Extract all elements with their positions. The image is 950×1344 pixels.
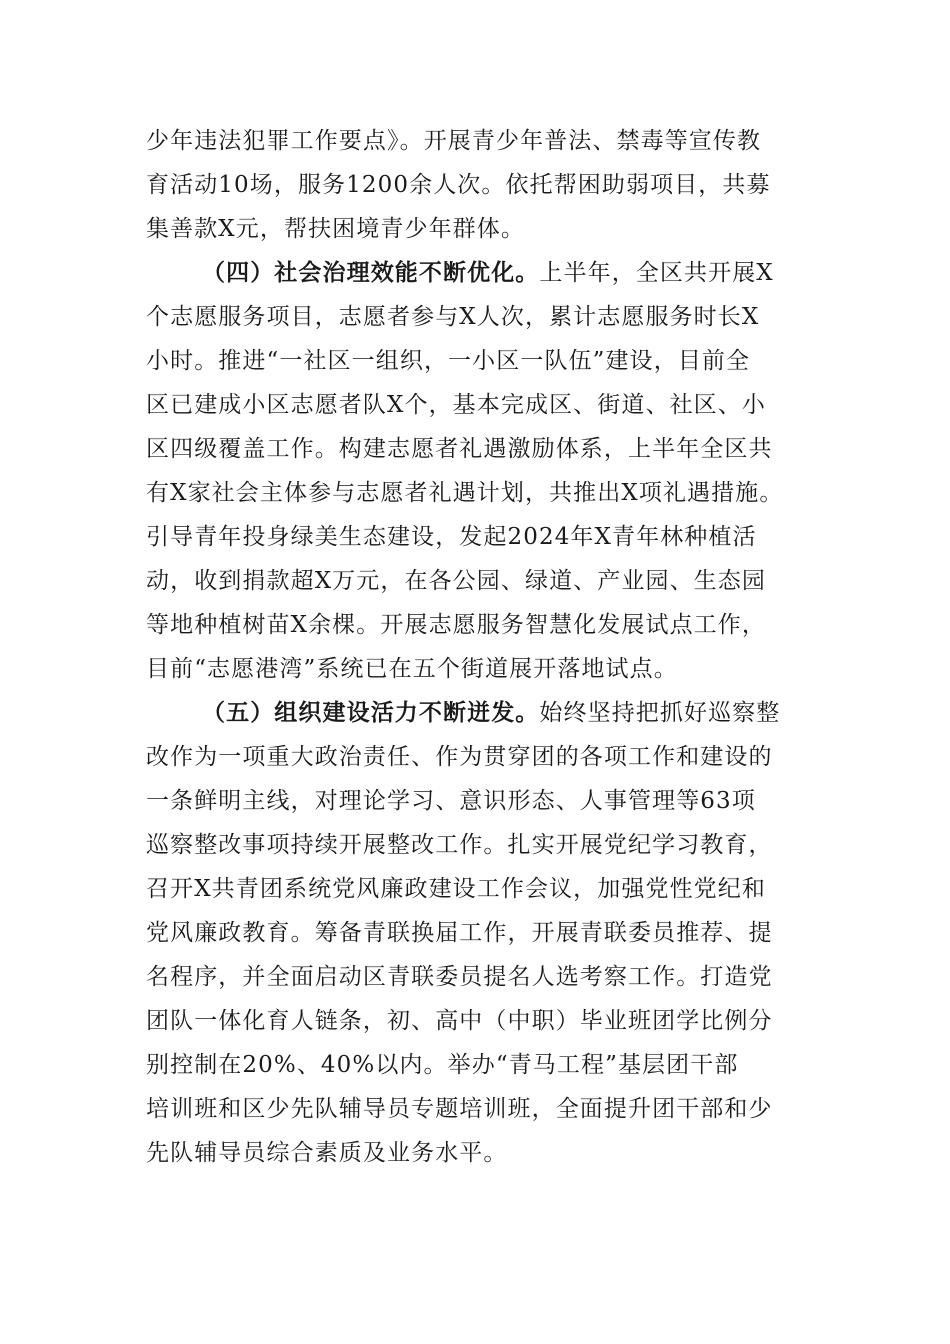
text-line: 培训班和区少先队辅导员专题培训班，全面提升团干部和少 [146,1096,773,1122]
section-heading-line [202,691,780,735]
text-line: 动，收到捐款超X万元，在各公园、绿道、产业园、生态园 [146,568,766,594]
section-heading: （四）社会治理效能不断优化。 [202,259,540,286]
section-first-line-text: 始终坚持把抓好巡察整 [539,700,781,726]
text-line: 有X家社会主体参与志愿者礼遇计划，共推出X项礼遇措施。 [146,480,784,506]
text-line: 先队辅导员综合素质及业务水平。 [146,1140,508,1166]
text-line: 党风廉政教育。筹备青联换届工作，开展青联委员推荐、提 [146,920,773,946]
text-line: 个志愿服务项目，志愿者参与X人次，累计志愿服务时长X [146,304,760,330]
text-line: 一条鲜明主线，对理论学习、意识形态、人事管理等63项 [146,788,756,814]
text-line: 集善款X元，帮扶困境青少年群体。 [146,216,525,242]
text-line: 团队一体化育人链条，初、高中（中职）毕业班团学比例分 [146,1008,773,1034]
section-heading-line [202,251,774,295]
text-line: 召开X共青团系统党风廉政建设工作会议，加强党性党纪和 [146,876,766,902]
text-line: 育活动10场，服务1200余人次。依托帮困助弱项目，共募 [146,172,771,198]
text-line: 别控制在20%、40%以内。举办“青马工程”基层团干部 [146,1052,739,1078]
text-line: 名程序，并全面启动区青联委员提名人选考察工作。打造党 [146,964,773,990]
text-line: 引导青年投身绿美生态建设，发起2024年X青年林种植活 [146,524,757,550]
section-heading: （五）组织建设活力不断迸发。 [202,699,540,726]
text-line: 目前“志愿港湾”系统已在五个街道展开落地试点。 [146,656,678,682]
text-line: 改作为一项重大政治责任、作为贯穿团的各项工作和建设的 [146,744,773,770]
text-line: 少年违法犯罪工作要点》。开展青少年普法、禁毒等宣传教 [146,128,762,154]
text-line: 区已建成小区志愿者队X个，基本完成区、街道、社区、小 [146,392,766,418]
text-line: 巡察整改事项持续开展整改工作。扎实开展党纪学习教育， [146,832,773,858]
section-first-line-text: 上半年，全区共开展X [539,260,774,286]
text-line: 小时。推进“一社区一组织，一小区一队伍”建设，目前全 [146,348,751,374]
text-line: 等地种植树苗X余棵。开展志愿服务智慧化发展试点工作， [146,612,766,638]
text-line: 区四级覆盖工作。构建志愿者礼遇激励体系，上半年全区共 [146,436,773,462]
